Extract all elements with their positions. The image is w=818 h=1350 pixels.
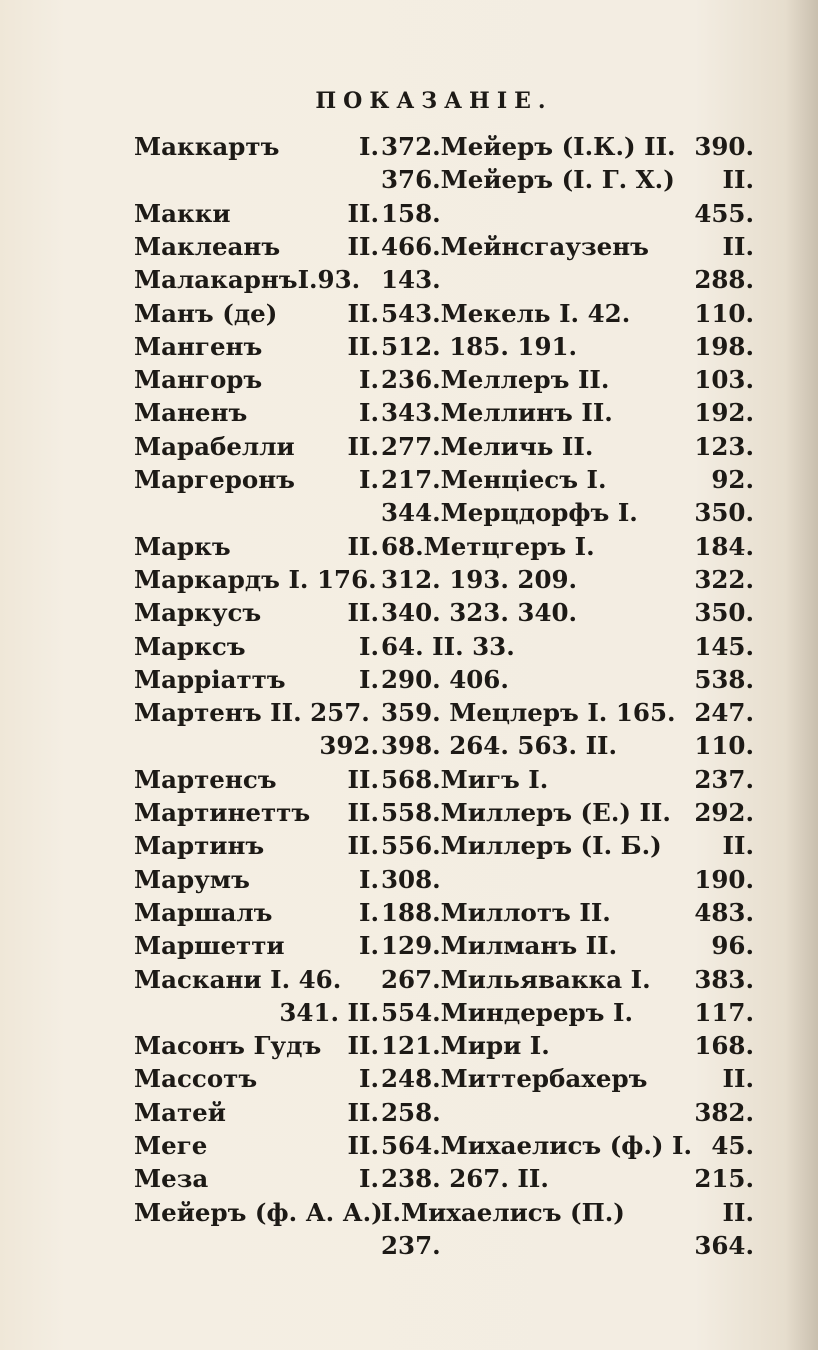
left-entry-name: Маррiаттъ [134, 664, 286, 694]
left-entry-volume: I. [359, 132, 379, 161]
left-entry-name: Мейеръ (ф. А. А.) [134, 1197, 383, 1227]
left-entry-name: Марксъ [134, 631, 246, 661]
left-entry-name: Масонъ Гудъ [134, 1031, 322, 1061]
left-entry-name: Маненъ [134, 398, 248, 428]
middle-entry: 554.Миндереръ I. [381, 997, 633, 1027]
right-page-number: 350. [694, 598, 754, 628]
right-page-number: 364. [694, 1230, 754, 1260]
right-page-number: II. [722, 1197, 754, 1227]
left-entry-volume: II. [347, 831, 379, 861]
right-page-number: II. [722, 165, 754, 195]
left-entry-volume: I. [359, 365, 379, 395]
left-entry-name: Мартинеттъ [134, 798, 311, 827]
middle-entry: 217.Менцiесъ I. [381, 465, 607, 494]
index-row [134, 898, 754, 930]
right-page-number: 168. [694, 1031, 754, 1061]
right-page-number: 382. [694, 1097, 754, 1127]
middle-entry: 143. [381, 265, 441, 295]
index-row [134, 632, 754, 664]
right-page-number: 247. [694, 698, 754, 728]
left-entry-name: Мартинъ [134, 831, 265, 861]
right-page-number: 45. [711, 1131, 754, 1160]
middle-entry: 237. [381, 1230, 441, 1260]
left-entry-volume: II. [347, 1131, 379, 1160]
middle-entry: 277.Меличь II. [381, 431, 594, 461]
index-row [134, 598, 754, 630]
right-page-number: 237. [694, 764, 754, 794]
right-page-number: 455. [694, 198, 754, 228]
middle-entry: 121.Мири I. [381, 1031, 550, 1061]
right-page-number: 538. [694, 664, 754, 694]
right-page-number: 322. [694, 564, 754, 594]
index-row [134, 565, 754, 597]
left-entry-volume: I. [359, 398, 379, 428]
left-entry-volume: II. [347, 798, 379, 827]
index-row [134, 1064, 754, 1096]
middle-entry: 359. Мецлеръ I. 165. [381, 698, 676, 728]
middle-entry: 568.Мигъ I. [381, 764, 549, 794]
right-page-number: 198. [694, 331, 754, 361]
middle-entry: 68.Метцгеръ I. [381, 531, 595, 561]
right-page-number: 390. [694, 132, 754, 161]
left-entry-name: Макки [134, 198, 231, 228]
middle-entry: 290. 406. [381, 664, 509, 694]
middle-entry: 343.Меллинъ II. [381, 398, 613, 428]
left-entry-name: МалакарнъI.93. [134, 265, 361, 295]
index-row [134, 532, 754, 564]
left-entry-name: Маскани I. 46. [134, 964, 342, 994]
right-page-number: 292. [694, 798, 754, 827]
middle-entry: 372.Мейеръ (I.К.) II. [381, 132, 676, 161]
middle-entry: 543.Мекель I. 42. [381, 298, 631, 328]
page-title: ПОКАЗАНIЕ. [315, 88, 553, 114]
right-page-number: 190. [694, 864, 754, 894]
left-entry-volume: 392. [319, 731, 379, 761]
right-page-number: 117. [694, 997, 754, 1027]
right-page-number: 110. [694, 731, 754, 761]
index-row [134, 731, 754, 763]
middle-entry: 398. 264. 563. II. [381, 731, 618, 761]
index-row [134, 132, 754, 164]
index-row [134, 665, 754, 697]
left-entry-name: Мангенъ [134, 331, 263, 361]
index-row [134, 865, 754, 897]
index-row [134, 498, 754, 530]
left-entry-volume: II. [347, 231, 379, 261]
middle-entry: 376.Мейеръ (I. Г. X.) [381, 165, 675, 195]
index-row [134, 299, 754, 331]
middle-entry: 556.Миллеръ (I. Б.) [381, 831, 662, 861]
index-row [134, 965, 754, 997]
right-page-number: 92. [711, 465, 754, 494]
middle-entry: 158. [381, 198, 441, 228]
left-entry-name: Мартенъ II. 257. [134, 698, 370, 728]
right-page-number: 383. [694, 964, 754, 994]
left-entry-volume: II. [347, 331, 379, 361]
index-row [134, 1031, 754, 1063]
index-row [134, 765, 754, 797]
index-row [134, 199, 754, 231]
middle-entry: 236.Меллеръ II. [381, 365, 610, 395]
left-entry-volume: I. [359, 465, 379, 494]
index-row [134, 432, 754, 464]
left-entry-volume: II. [347, 531, 379, 561]
left-entry-volume: I. [359, 1064, 379, 1094]
left-entry-name: Маркусъ [134, 598, 262, 628]
middle-entry: 129.Милманъ II. [381, 931, 618, 961]
middle-entry: 267.Мильявакка I. [381, 964, 651, 994]
right-page-number: II. [722, 1064, 754, 1094]
right-page-number: 215. [694, 1164, 754, 1194]
left-entry-name: Массотъ [134, 1064, 258, 1094]
left-entry-name: Матей [134, 1097, 226, 1127]
left-entry-name: Мартенсъ [134, 764, 277, 794]
middle-entry: 312. 193. 209. [381, 564, 578, 594]
left-entry-name: Мангоръ [134, 365, 263, 395]
left-entry-name: Маршетти [134, 931, 285, 961]
index-row [134, 698, 754, 730]
left-entry-volume: II. [347, 298, 379, 328]
index-row [134, 1198, 754, 1230]
left-entry-volume: II. [347, 431, 379, 461]
right-page-number: 184. [694, 531, 754, 561]
right-page-number: II. [722, 831, 754, 861]
left-entry-volume: 341. II. [279, 997, 379, 1027]
middle-entry: 340. 323. 340. [381, 598, 578, 628]
left-entry-volume: I. [359, 664, 379, 694]
left-entry-name: Маршалъ [134, 897, 273, 927]
left-entry-volume: II. [347, 1097, 379, 1127]
right-page-number: 96. [711, 931, 754, 961]
index-row [134, 232, 754, 264]
index-row [134, 998, 754, 1030]
left-entry-volume: I. [359, 931, 379, 961]
right-page-number: II. [722, 231, 754, 261]
right-page-number: 123. [694, 431, 754, 461]
index-row [134, 1231, 754, 1263]
middle-entry: 344.Мерцдорфъ I. [381, 498, 638, 528]
left-entry-volume: II. [347, 1031, 379, 1061]
middle-entry: 248.Миттербахеръ [381, 1064, 648, 1094]
index-row [134, 465, 754, 497]
middle-entry: 238. 267. II. [381, 1164, 549, 1194]
index-row [134, 165, 754, 197]
left-entry-volume: I. [359, 631, 379, 661]
left-entry-name: Маркъ [134, 531, 231, 561]
index-row [134, 798, 754, 830]
middle-entry: 466.Мейнсгаузенъ [381, 231, 649, 261]
right-page-number: 483. [694, 897, 754, 927]
left-entry-volume: II. [347, 198, 379, 228]
right-page-number: 103. [694, 365, 754, 395]
index-row [134, 398, 754, 430]
right-page-number: 145. [694, 631, 754, 661]
middle-entry: 558.Миллеръ (Е.) II. [381, 798, 671, 827]
left-entry-name: Марумъ [134, 864, 250, 894]
middle-entry: 188.Миллотъ II. [381, 897, 611, 927]
left-entry-name: Маркардъ I. 176. [134, 564, 377, 594]
index-row [134, 1164, 754, 1196]
middle-entry: 308. [381, 864, 441, 894]
left-entry-name: Маккартъ [134, 132, 280, 161]
index-row [134, 1098, 754, 1130]
left-entry-name: Манъ (де) [134, 298, 278, 328]
left-entry-name: Марабелли [134, 431, 295, 461]
index-row [134, 332, 754, 364]
index-row [134, 365, 754, 397]
left-entry-name: Маклеанъ [134, 231, 281, 261]
index-row [134, 265, 754, 297]
index-row [134, 1131, 754, 1163]
middle-entry: 512. 185. 191. [381, 331, 578, 361]
middle-entry: I.Михаелисъ (П.) [381, 1197, 625, 1227]
left-entry-volume: II. [347, 598, 379, 628]
left-entry-name: Меза [134, 1164, 209, 1194]
index-row [134, 931, 754, 963]
left-entry-name: Меге [134, 1131, 208, 1160]
left-entry-name: Маргеронъ [134, 465, 295, 494]
middle-entry: 64. II. 33. [381, 631, 515, 661]
left-entry-volume: I. [359, 897, 379, 927]
middle-entry: 258. [381, 1097, 441, 1127]
right-page-number: 350. [694, 498, 754, 528]
left-entry-volume: I. [359, 864, 379, 894]
right-page-number: 288. [694, 265, 754, 295]
right-page-number: 110. [694, 298, 754, 328]
middle-entry: 564.Михаелисъ (ф.) I. [381, 1131, 693, 1160]
right-page-number: 192. [694, 398, 754, 428]
left-entry-volume: I. [359, 1164, 379, 1194]
index-row [134, 831, 754, 863]
left-entry-volume: II. [347, 764, 379, 794]
